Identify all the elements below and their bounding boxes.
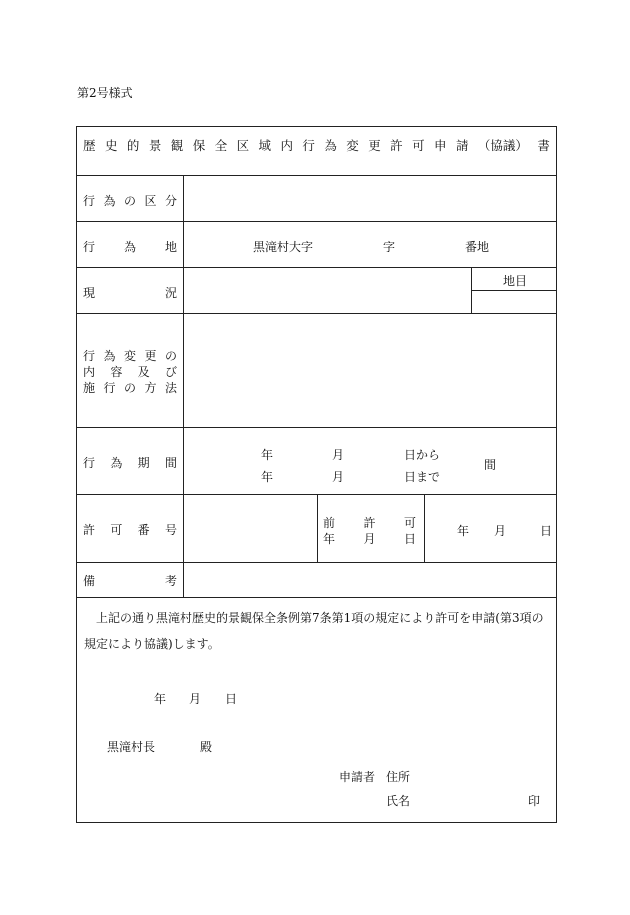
label-period: 行 為 期 間: [83, 456, 177, 470]
period-month-1: 月: [332, 448, 345, 462]
label-content-line2: 内 容 及 び: [83, 365, 177, 379]
prior-permit-line2: 年 月 日: [323, 532, 416, 546]
row-divider: [76, 175, 557, 176]
permit-divider: [424, 494, 425, 562]
row-divider: [76, 267, 557, 268]
date-month: 月: [189, 692, 202, 706]
label-current: 現 況: [83, 286, 177, 300]
label-permit-number: 許 可 番 号: [83, 523, 177, 537]
permit-day: 日: [540, 524, 553, 538]
period-year-1: 年: [261, 448, 274, 462]
label-content-line1: 行 為 変 更 の: [83, 349, 177, 363]
location-banchi: 番地: [465, 240, 490, 254]
row-divider: [76, 597, 557, 598]
applicant-name-label: 氏名: [386, 794, 411, 808]
chimoku-label: 地目: [503, 274, 528, 288]
location-aza: 字: [383, 240, 396, 254]
location-village: 黒滝村大字: [253, 240, 314, 254]
date-year: 年: [154, 692, 167, 706]
row-divider: [76, 221, 557, 222]
label-content-line3: 施 行 の 方 法: [83, 381, 177, 395]
chimoku-divider: [471, 290, 557, 291]
seal-mark: 印: [528, 794, 541, 808]
label-location: 行 為 地: [83, 240, 177, 254]
period-from: 日から: [404, 448, 441, 462]
permit-divider: [317, 494, 318, 562]
chimoku-column-divider: [471, 267, 472, 313]
row-divider: [76, 427, 557, 428]
label-column-divider: [183, 175, 184, 597]
applicant-address-label: 住所: [386, 770, 411, 784]
declaration-text: 上記の通り黒滝村歴史的景観保全条例第7条第1項の規定により許可を申請(第3項の規定により協議)します。: [84, 611, 544, 651]
row-divider: [76, 562, 557, 563]
label-remarks: 備 考: [83, 574, 177, 588]
period-year-2: 年: [261, 470, 274, 484]
form-title: 歴 史 的 景 観 保 全 区 域 内 行 為 変 更 許 可 申 請 （協議） 書: [83, 138, 550, 153]
prior-permit-line1: 前 許 可: [323, 516, 416, 530]
form-number: 第2号様式: [77, 86, 133, 100]
addressee-mayor: 黒滝村長: [107, 740, 156, 754]
date-day: 日: [225, 692, 238, 706]
row-divider: [76, 313, 557, 314]
permit-month: 月: [494, 524, 507, 538]
period-aida: 間: [484, 458, 497, 472]
permit-year: 年: [457, 524, 470, 538]
period-until: 日まで: [404, 470, 441, 484]
applicant-label: 申請者: [339, 770, 376, 784]
addressee-dono: 殿: [200, 740, 213, 754]
label-category: 行 為 の 区 分: [83, 194, 177, 208]
form-table: [76, 126, 557, 823]
period-month-2: 月: [332, 470, 345, 484]
